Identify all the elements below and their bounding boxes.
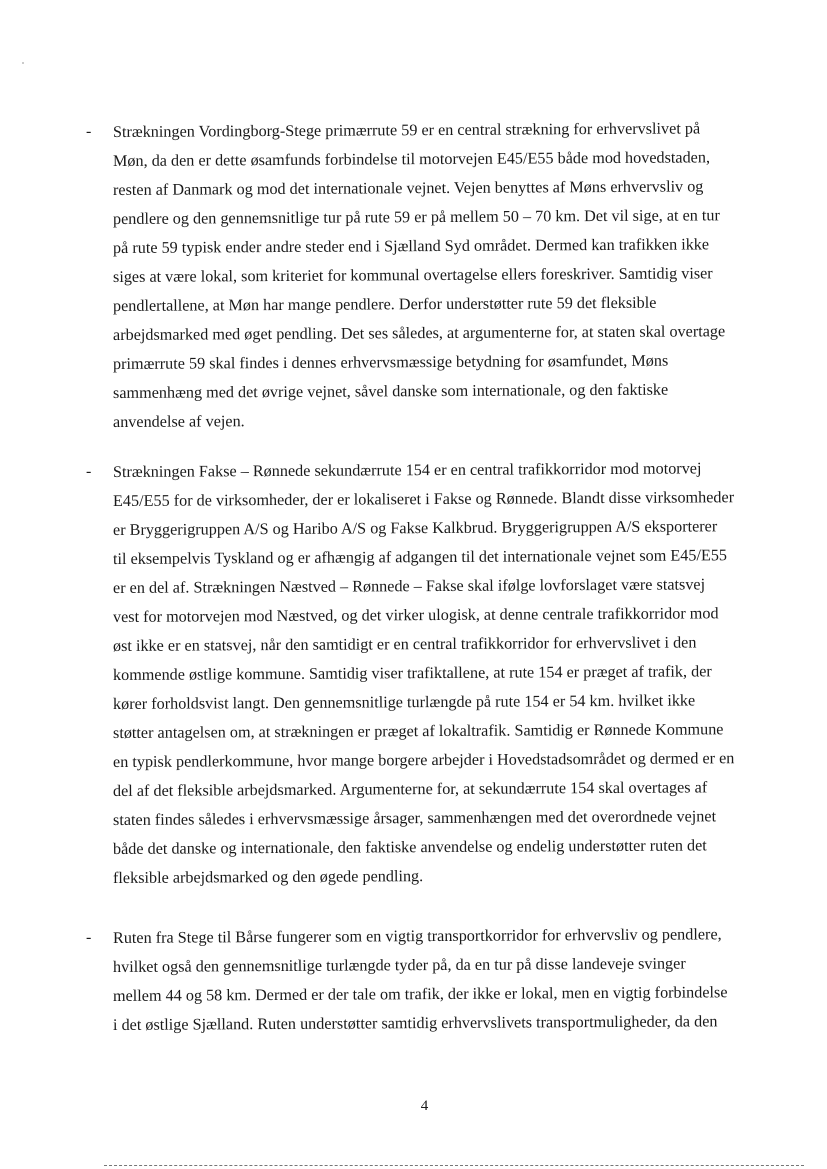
page-number: 4 — [420, 1098, 429, 1114]
text-line: øst ikke er en statsvej, når den samtidigt er en central trafikkorridor for erhvervslivet i den — [112, 633, 697, 655]
text-line: både det danske og internationale, den faktiske anvendelse og endelig understøtter ruten det — [112, 836, 707, 858]
text-line: kører forholdsvist langt. Den gennemsnitlige turlængde på rute 154 er 54 km. hvilket ikke — [112, 691, 696, 713]
text-line: vest for motorvejen mod Næstved, og det virker ulogisk, at denne centrale trafikkorridor mod — [112, 604, 719, 626]
text-line: fleksible arbejdsmarked og den øgede pendling. — [112, 867, 424, 887]
text-line: primærrute 59 skal findes i dennes erhvervsmæssige betydning for øsamfundet, Møns — [112, 351, 669, 373]
text-line: arbejdsmarked med øget pendling. Det ses således, at argumenterne for, at staten skal overtage — [112, 322, 726, 344]
text-line: resten af Danmark og mod det internationale vejnet. Vejen benyttes af Møns erhvervsliv og — [112, 177, 704, 199]
scan-speck — [22, 62, 24, 64]
text-line: pendlere og den gennemsnitlige tur på rute 59 er på mellem 50 – 70 km. Det vil sige, at en tur — [112, 206, 720, 228]
text-line: Møn, da den er dette øsamfunds forbindelse til motorvejen E45/E55 både mod hovedstaden, — [112, 148, 711, 170]
bullet-dash: - — [86, 929, 92, 946]
bullet-dash: - — [86, 123, 92, 140]
text-line: er en del af. Strækningen Næstved – Rønnede – Fakse skal ifølge lovforslaget være statsvej — [112, 575, 706, 597]
text-line: Strækningen Fakse – Rønnede sekundærrute 154 er en central trafikkorridor mod motorvej — [112, 459, 702, 481]
text-line: Strækningen Vordingborg-Stege primærrute 59 er en central strækning for erhvervslivet på — [112, 119, 701, 141]
text-line: på rute 59 typisk ender andre steder end i Sjælland Syd området. Dermed kan trafikken ikke — [112, 235, 710, 257]
text-line: mellem 44 og 58 km. Dermed er der tale om trafik, der ikke er lokal, men en vigtig forbindelse — [112, 983, 728, 1005]
bullet-dash: - — [86, 463, 92, 480]
text-line: staten findes således i erhvervsmæssige årsager, sammenhængen med det overordnede vejnet — [112, 807, 717, 829]
text-line: støtter antagelsen om, at strækningen er præget af lokaltrafik. Samtidig er Rønnede Kommune — [112, 720, 724, 742]
text-line: i det østlige Sjælland. Ruten understøtter samtidig erhvervslivets transportmuligheder, da den — [112, 1012, 718, 1034]
text-line: Ruten fra Stege til Bårse fungerer som en vigtig transportkorridor for erhvervsliv og pendlere, — [112, 925, 722, 947]
footer-scan-line — [104, 1165, 804, 1166]
text-line: siges at være lokal, som kriteriet for kommunal overtagelse ellers foreskriver. Samtidig viser — [112, 264, 713, 286]
text-line: en typisk pendlerkommune, hvor mange borgere arbejder i Hovedstadsområdet og dermed er en — [112, 749, 735, 771]
text-line: del af det fleksible arbejdsmarked. Argumenterne for, at sekundærrute 154 skal overtages af — [112, 778, 708, 800]
text-line: sammenhæng med det øvrige vejnet, såvel danske som internationale, og den faktiske — [112, 380, 669, 402]
text-line: er Bryggerigruppen A/S og Haribo A/S og Fakse Kalkbrud. Bryggerigruppen A/S eksporterer — [112, 517, 718, 539]
text-line: til eksempelvis Tyskland og er afhængig af adgangen til det internationale vejnet som E45/E55 — [112, 546, 728, 568]
text-line: kommende østlige kommune. Samtidig viser trafiktallene, at rute 154 er præget af trafik, der — [112, 662, 712, 684]
text-line: hvilket også den gennemsnitlige turlængde tyder på, da en tur på disse landeveje svinger — [112, 954, 686, 976]
text-line: pendlertallene, at Møn har mange pendlere. Derfor understøtter rute 59 det fleksible — [112, 293, 657, 315]
text-line: E45/E55 for de virksomheder, der er lokaliseret i Fakse og Rønnede. Blandt disse virksomheder — [112, 488, 735, 510]
text-line: anvendelse af vejen. — [112, 412, 245, 431]
